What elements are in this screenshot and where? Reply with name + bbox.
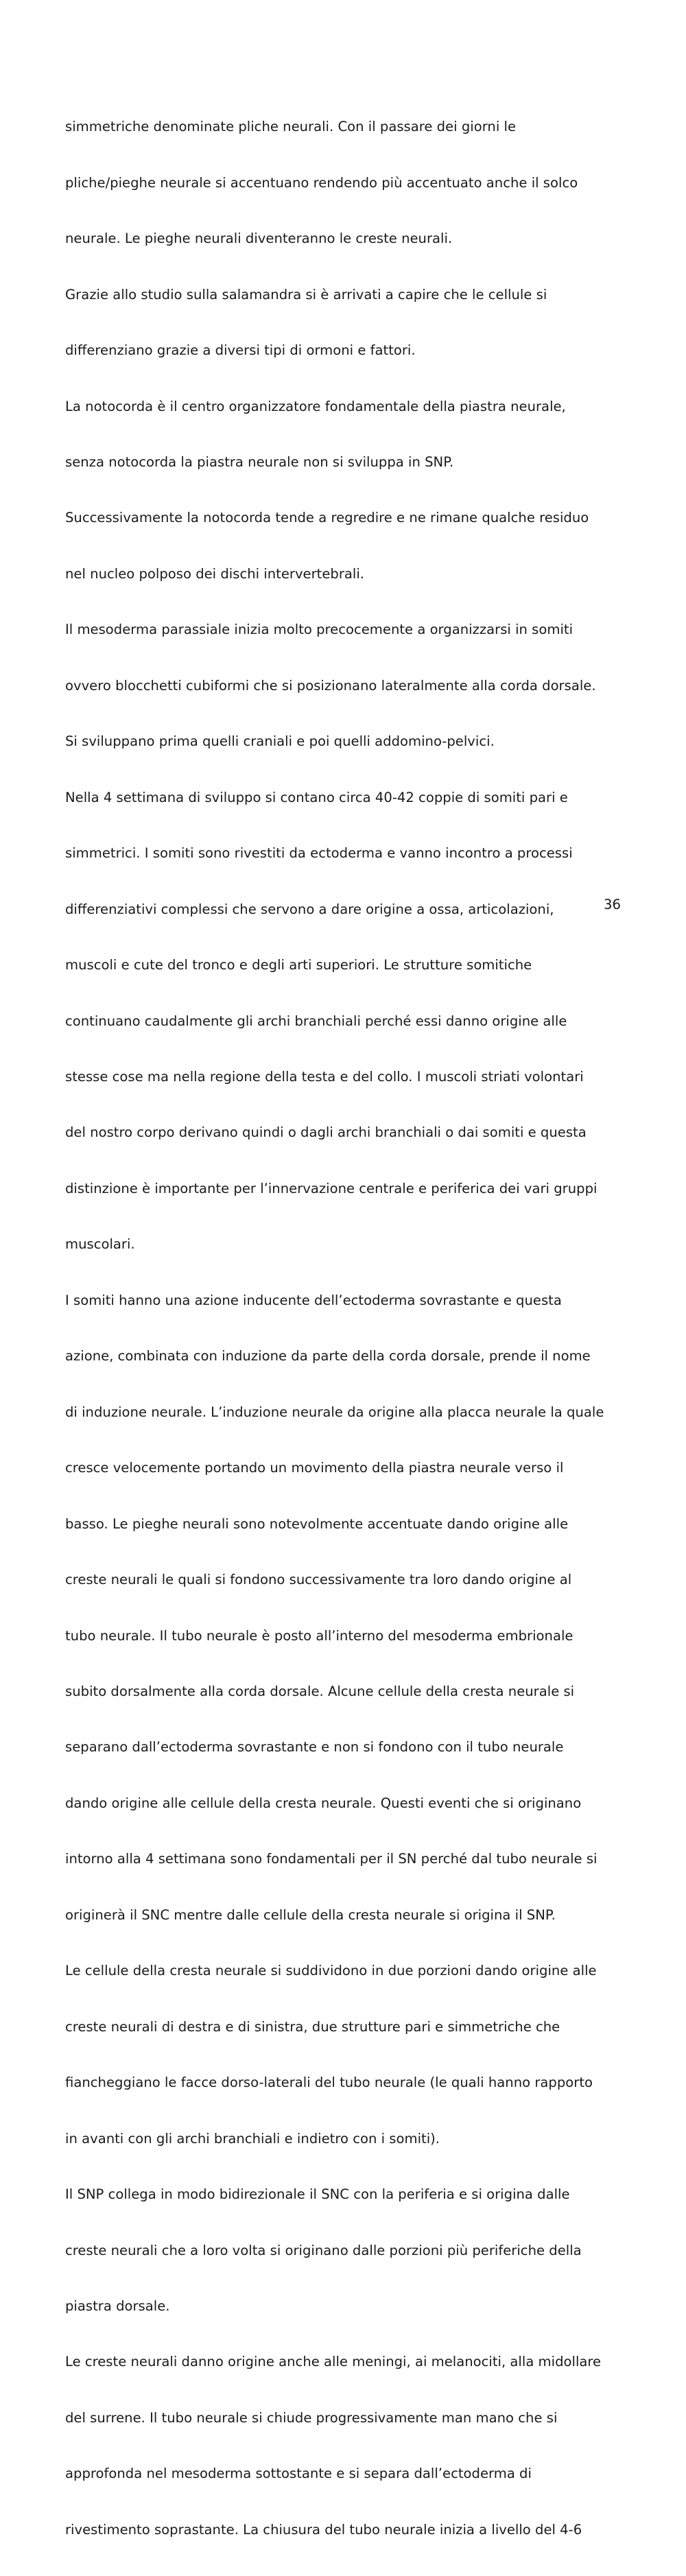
text-line: azione, combinata con induzione da parte della corda dorsale, prende il nome (65, 1348, 591, 1364)
text-line: muscoli e cute del tronco e degli arti superiori. Le strutture somitiche (65, 957, 532, 973)
text-line: creste neurali le quali si fondono successivamente tra loro dando origine al (65, 1572, 572, 1588)
text-line: basso. Le pieghe neurali sono notevolmente accentuate dando origine alle (65, 1515, 569, 1532)
text-line: dando origine alle cellule della cresta neurale. Questi eventi che si originano (65, 1795, 582, 1811)
page-number: 36 (604, 897, 621, 912)
text-line: stesse cose ma nella regione della testa e del collo. I muscoli striati volontari (65, 1069, 584, 1085)
text-line: di induzione neurale. L’induzione neurale da origine alla placca neurale la quale (65, 1404, 604, 1420)
text-line: ovvero blocchetti cubiformi che si posizionano lateralmente alla corda dorsale. (65, 677, 596, 694)
text-line: simmetrici. I somiti sono rivestiti da ectoderma e vanno incontro a processi (65, 845, 573, 862)
text-line: La notocorda è il centro organizzatore fondamentale della piastra neurale, (65, 398, 566, 414)
text-line: separano dall’ectoderma sovrastante e non si fondono con il tubo neurale (65, 1739, 564, 1756)
text-line: tubo neurale. Il tubo neurale è posto all’interno del mesoderma embrionale (65, 1627, 573, 1644)
text-line: del nostro corpo derivano quindi o dagli archi branchiali o dai somiti e questa (65, 1124, 587, 1141)
text-line: approfonda nel mesoderma sottostante e si separa dall’ectoderma di (65, 2466, 532, 2482)
text-line: continuano caudalmente gli archi branchiali perché essi danno origine alle (65, 1013, 567, 1029)
text-line: Successivamente la notocorda tende a regredire e ne rimane qualche residuo (65, 510, 589, 526)
text-line: intorno alla 4 settimana sono fondamentali per il SN perché dal tubo neurale si (65, 1851, 598, 1867)
text-line: creste neurali che a loro volta si originano dalle porzioni più periferiche della (65, 2242, 582, 2258)
text-line: senza notocorda la piastra neurale non si sviluppa in SNP. (65, 454, 454, 471)
text-line: Le cellule della cresta neurale si suddividono in due porzioni dando origine alle (65, 1963, 597, 1979)
text-line: Il mesoderma parassiale inizia molto precocemente a organizzarsi in somiti (65, 622, 573, 638)
text-line: subito dorsalmente alla corda dorsale. Alcune cellule della cresta neurale si (65, 1683, 575, 1699)
text-line: originerà il SNC mentre dalle cellule della cresta neurale si origina il SNP. (65, 1906, 556, 1923)
text-line: del surrene. Il tubo neurale si chiude progressivamente man mano che si (65, 2409, 558, 2426)
text-line: differenziano grazie a diversi tipi di ormoni e fattori. (65, 342, 416, 359)
text-line: pliche/pieghe neurale si accentuano rendendo più accentuato anche il solco (65, 174, 578, 191)
text-line: rivestimento soprastante. La chiusura del tubo neurale inizia a livello del 4-6 (65, 2521, 582, 2538)
text-line: nel nucleo polposo dei dischi intervertebrali. (65, 565, 365, 582)
text-line: neurale. Le pieghe neurali diventeranno le creste neurali. (65, 231, 453, 247)
text-line: in avanti con gli archi branchiali e indietro con i somiti). (65, 2130, 440, 2147)
text-line: Si sviluppano prima quelli craniali e poi quelli addomino-pelvici. (65, 733, 495, 750)
text-line: differenziativi complessi che servono a dare origine a ossa, articolazioni, (65, 901, 554, 917)
text-line: muscolari. (65, 1236, 135, 1253)
text-line: fiancheggiano le facce dorso-laterali del tubo neurale (le quali hanno rapporto (65, 2075, 593, 2091)
text-line: Grazie allo studio sulla salamandra si è arrivati a capire che le cellule si (65, 286, 547, 303)
text-line: piastra dorsale. (65, 2297, 170, 2314)
text-line: simmetriche denominate pliche neurali. Con il passare dei giorni le (65, 119, 516, 135)
text-line: I somiti hanno una azione inducente dell’ectoderma sovrastante e questa (65, 1292, 562, 1308)
body-text (65, 80, 635, 2576)
text-line: distinzione è importante per l’innervazione centrale e periferica dei vari gruppi (65, 1180, 598, 1196)
text-line: Nella 4 settimana di sviluppo si contano circa 40-42 coppie di somiti pari e (65, 789, 568, 805)
text-line: Il SNP collega in modo bidirezionale il SNC con la periferia e si origina dalle (65, 2186, 570, 2203)
text-line: Le creste neurali danno origine anche alle meningi, ai melanociti, alla midollare (65, 2354, 602, 2370)
text-line: creste neurali di destra e di sinistra, due strutture pari e simmetriche che (65, 2018, 560, 2035)
text-line: cresce velocemente portando un movimento della piastra neurale verso il (65, 1460, 564, 1476)
